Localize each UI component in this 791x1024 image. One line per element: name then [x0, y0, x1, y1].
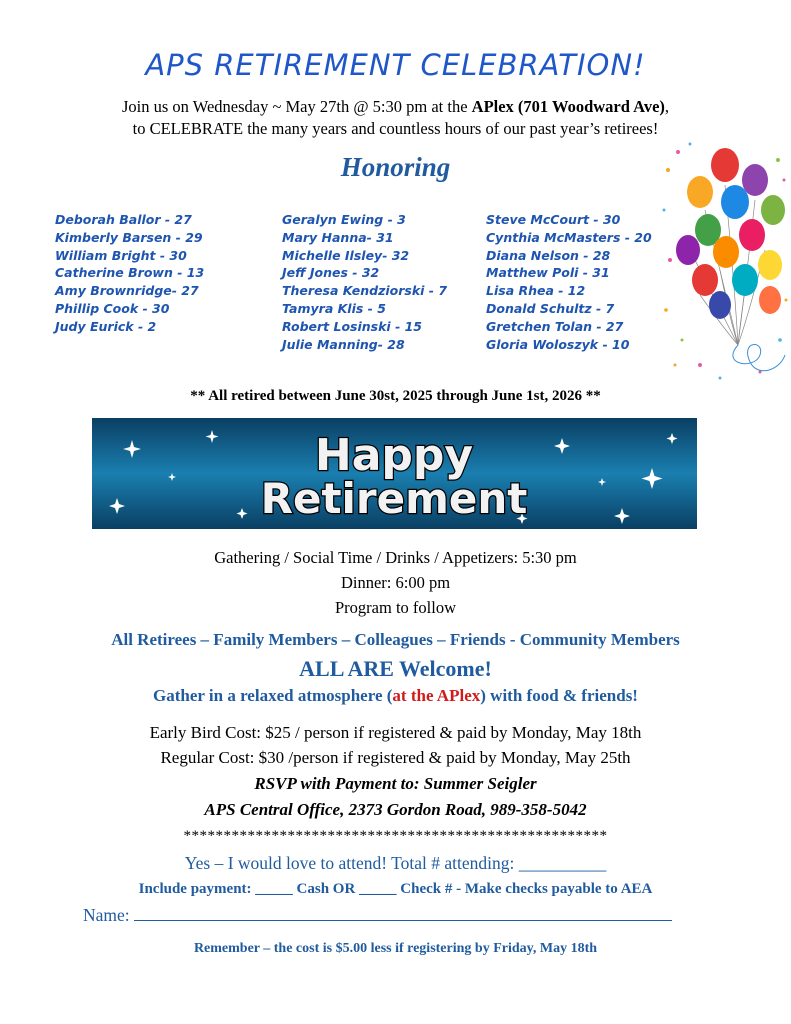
reminder-note: Remember – the cost is $5.00 less if registering by Friday, May 18th	[193, 941, 598, 956]
schedule-dinner: Dinner: 6:00 pm	[340, 573, 451, 592]
intro-line1-suffix: ,	[664, 97, 670, 116]
retiree-name: Gloria Woloszyk - 10	[486, 336, 630, 352]
flyer-title: APS RETIREMENT CELEBRATION!	[145, 48, 646, 82]
retiree-name: Tamyra Klis - 5	[282, 300, 386, 316]
balloons-illustration	[660, 140, 790, 385]
intro-text	[0, 96, 791, 140]
retiree-name: Judy Eurick - 2	[55, 318, 157, 334]
intro-line1-prefix: Join us on Wednesday ~ May 27th @ 5:30 pm at the	[121, 97, 472, 116]
retiree-name: Matthew Poli - 31	[486, 265, 610, 281]
retiree-name: Amy Brownridge- 27	[55, 283, 199, 299]
intro-venue: APlex (701 Woodward Ave)	[471, 97, 665, 116]
retirees-column-2	[282, 211, 447, 353]
gather-prefix: Gather in a relaxed atmosphere (	[153, 686, 393, 705]
retiree-name: Donald Schultz - 7	[486, 300, 615, 316]
retiree-name: Cynthia McMasters - 20	[486, 229, 652, 245]
retiree-name: Deborah Ballor - 27	[55, 212, 192, 227]
retiree-name: Steve McCourt - 30	[486, 212, 621, 227]
retiree-name: Geralyn Ewing - 3	[282, 212, 406, 227]
audience-line: All Retirees – Family Members – Colleagues – Friends - Community Members	[111, 630, 680, 649]
rsvp-contact: RSVP with Payment to: Summer Seigler	[254, 774, 537, 793]
retirees-column-3	[486, 211, 652, 353]
retiree-name: William Bright - 30	[55, 247, 187, 263]
retiree-name: Lisa Rhea - 12	[486, 283, 586, 299]
cost-info	[0, 720, 791, 770]
intro-line2: to CELEBRATE the many years and countless hours of our past year’s retirees!	[132, 119, 659, 138]
gather-line	[0, 686, 791, 706]
gather-highlight: at the APlex	[392, 686, 481, 705]
divider-stars: *****************************************************	[183, 828, 608, 844]
rsvp-address: APS Central Office, 2373 Gordon Road, 989-358-5042	[204, 800, 587, 819]
honoring-heading: Honoring	[340, 152, 451, 182]
retiree-name: Michelle Ilsley- 32	[282, 247, 410, 263]
name-field	[83, 904, 672, 926]
retiree-name: Jeff Jones - 32	[282, 265, 380, 281]
retiree-name: Phillip Cook - 30	[55, 300, 170, 316]
retiree-name: Robert Losinski - 15	[282, 318, 423, 334]
banner-happy-text: Happy	[314, 430, 474, 481]
early-bird-cost: Early Bird Cost: $25 / person if registered & paid by Monday, May 18th	[149, 723, 642, 742]
ribbon-curl	[733, 345, 785, 371]
schedule-program: Program to follow	[335, 598, 456, 617]
retiree-name: Diana Nelson - 28	[486, 247, 611, 263]
name-label: Name:	[83, 905, 130, 925]
happy-retirement-banner	[92, 418, 697, 529]
attendance-line: Yes – I would love to attend! Total # attending: __________	[184, 853, 607, 873]
retiree-name: Julie Manning- 28	[282, 336, 405, 352]
retiree-name: Kimberly Barsen - 29	[55, 229, 203, 245]
retiree-name: Mary Hanna- 31	[282, 229, 394, 245]
retiree-name: Theresa Kendziorski - 7	[282, 283, 448, 299]
event-schedule	[0, 545, 791, 620]
rsvp-info	[0, 771, 791, 823]
balloon-cluster	[676, 148, 785, 319]
banner-retirement-text: Retirement	[260, 474, 528, 523]
welcome-heading: ALL ARE Welcome!	[299, 656, 492, 681]
retiree-name: Catherine Brown - 13	[55, 265, 205, 281]
gather-suffix: ) with food & friends!	[480, 686, 638, 705]
retiree-name: Gretchen Tolan - 27	[486, 318, 624, 334]
regular-cost: Regular Cost: $30 /person if registered & paid by Monday, May 25th	[160, 748, 631, 767]
payment-line: Include payment: _____ Cash OR _____ Check # - Make checks payable to AEA	[138, 881, 653, 897]
retirees-column-1	[55, 211, 204, 336]
name-blank-line	[134, 904, 672, 921]
retirement-dates-note: ** All retired between June 30st, 2025 through June 1st, 2026 **	[190, 388, 601, 404]
schedule-gathering: Gathering / Social Time / Drinks / Appetizers: 5:30 pm	[214, 548, 577, 567]
